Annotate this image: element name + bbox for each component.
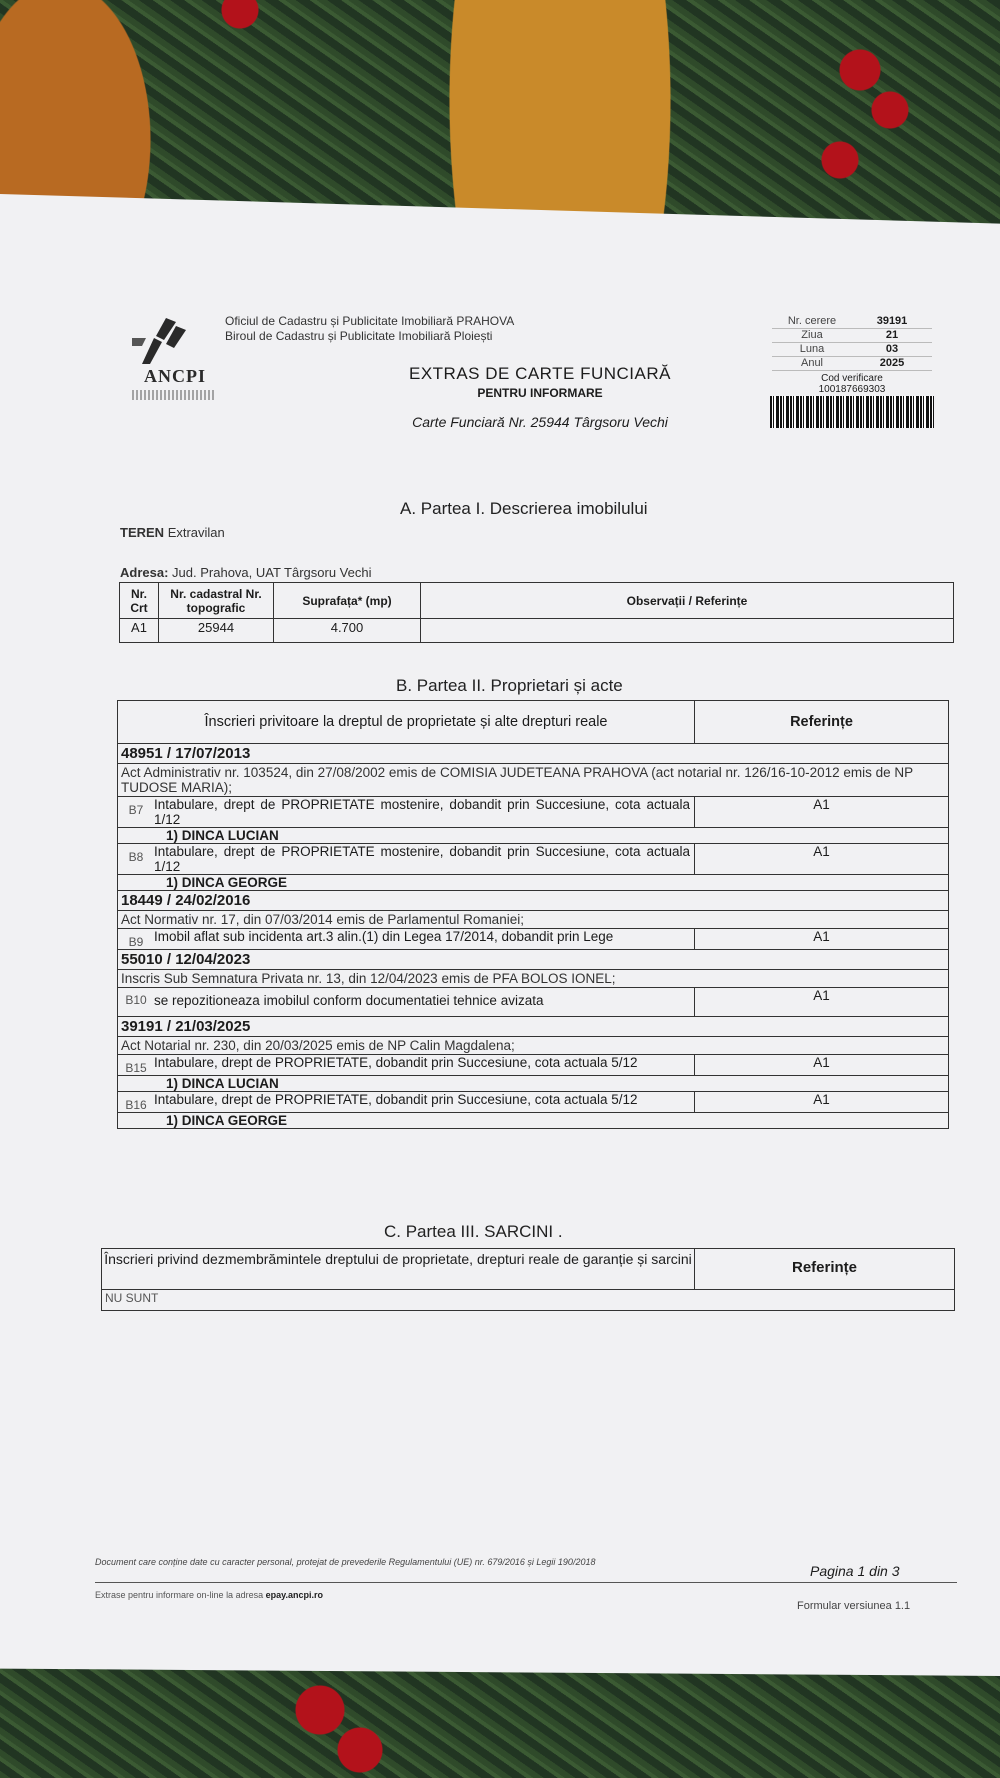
meta-row: Luna 03	[772, 343, 932, 357]
ancpi-logo	[128, 318, 218, 408]
list-item	[118, 928, 948, 949]
ancpi-mark-icon	[132, 318, 188, 366]
owner-name: 1) DINCA LUCIAN	[118, 1075, 948, 1091]
document-title-block	[390, 364, 690, 430]
epay-link[interactable]: epay.ancpi.ro	[265, 1590, 323, 1600]
cell-crt: A1	[120, 619, 159, 643]
entry-act: Act Notarial nr. 230, din 20/03/2025 emis de NP Calin Magdalena;	[118, 1036, 948, 1054]
owner-name: 1) DINCA LUCIAN	[118, 827, 948, 843]
entry-header: 39191 / 21/03/2025	[118, 1016, 948, 1036]
barcode	[770, 396, 934, 428]
item-text: Intabulare, drept de PROPRIETATE mostenire, dobandit prin Succesiune, cota actuala 1/12	[154, 797, 690, 827]
owner-name: 1) DINCA GEORGE	[118, 1112, 948, 1128]
section-b-title: B. Partea II. Proprietari și acte	[396, 676, 623, 695]
item-ref: A1	[813, 929, 830, 944]
cell-area: 4.700	[274, 619, 421, 643]
item-ref: A1	[813, 1055, 830, 1070]
item-ref: A1	[813, 844, 830, 859]
issuing-office	[225, 314, 514, 344]
privacy-note: Document care conține date cu caracter personal, protejat de prevederile Regulamentului (UE) nr. 679/2016 și Legii 190/2018	[95, 1557, 596, 1567]
footer-divider	[95, 1582, 957, 1583]
cell-cadastral: 25944	[159, 619, 274, 643]
col-referinte: Referințe	[790, 714, 853, 730]
meta-row: Anul 2025	[772, 357, 932, 371]
col-suprafata: Suprafața* (mp)	[274, 583, 421, 619]
item-text: Intabulare, drept de PROPRIETATE, dobandit prin Succesiune, cota actuala 5/12	[154, 1055, 638, 1070]
charges-table	[101, 1248, 955, 1311]
cell-obs	[421, 619, 954, 643]
item-text: Intabulare, drept de PROPRIETATE mostenire, dobandit prin Succesiune, cota actuala 1/12	[154, 844, 690, 874]
list-item	[118, 796, 948, 827]
list-item	[118, 1054, 948, 1075]
entry-act: Inscris Sub Semnatura Privata nr. 13, din 12/04/2023 emis de PFA BOLOS IONEL;	[118, 969, 948, 987]
meta-row: Nr. cerere 39191	[772, 315, 932, 329]
meta-row: Ziua 21	[772, 329, 932, 343]
col-cadastral: Nr. cadastral Nr. topografic	[159, 583, 274, 619]
section-c-title: C. Partea III. SARCINI .	[384, 1222, 563, 1241]
col-observatii: Observații / Referințe	[421, 583, 954, 619]
item-text: Intabulare, drept de PROPRIETATE, dobandit prin Succesiune, cota actuala 5/12	[154, 1092, 638, 1107]
list-item	[118, 843, 948, 874]
section-a-title: A. Partea I. Descrierea imobilului	[400, 499, 648, 518]
col-sarcini: Înscrieri privind dezmembrămintele dreptului de proprietate, drepturi reale de garanție și sarcini	[102, 1249, 695, 1289]
office-line-1: Oficiul de Cadastru și Publicitate Imobiliară PRAHOVA	[225, 314, 515, 328]
request-meta	[772, 315, 932, 395]
table-row	[102, 1289, 954, 1310]
item-number: B9	[128, 935, 144, 949]
owner-name: 1) DINCA GEORGE	[118, 874, 948, 890]
charges-header	[102, 1249, 954, 1289]
table-row	[120, 619, 954, 643]
item-number: B10	[125, 993, 147, 1007]
page-number: Pagina 1 din 3	[810, 1563, 900, 1579]
property-type: TEREN Extravilan	[120, 525, 225, 540]
list-item	[118, 987, 948, 1016]
list-item	[118, 1091, 948, 1112]
logo-text: ANCPI	[144, 366, 206, 386]
item-number: B16	[125, 1098, 147, 1112]
entry-act: Act Normativ nr. 17, din 07/03/2014 emis de Parlamentul Romaniei;	[118, 910, 948, 928]
ownership-table	[117, 700, 949, 1129]
entry-header: 18449 / 24/02/2016	[118, 890, 948, 910]
item-number: B7	[128, 803, 144, 817]
carte-funciara-number: Carte Funciară Nr. 25944 Târgsoru Vechi	[412, 414, 668, 430]
entry-header: 48951 / 17/07/2013	[118, 743, 948, 763]
form-version: Formular versiunea 1.1	[797, 1600, 911, 1612]
item-number: B8	[128, 850, 144, 864]
online-extract-note: Extrase pentru informare on-line la adresa epay.ancpi.ro	[95, 1590, 323, 1600]
col-referinte: Referințe	[791, 1259, 858, 1276]
col-nr-crt: Nr. Crt	[120, 583, 159, 619]
document-subtitle: PENTRU INFORMARE	[477, 386, 603, 400]
charges-value: NU SUNT	[105, 1291, 159, 1305]
property-table	[119, 582, 954, 643]
logo-subtext	[132, 390, 216, 400]
entry-header: 55010 / 12/04/2023	[118, 949, 948, 969]
ownership-header	[118, 701, 948, 743]
property-address: Adresa: Jud. Prahova, UAT Târgsoru Vechi	[120, 565, 372, 580]
document-title: EXTRAS DE CARTE FUNCIARĂ	[408, 364, 671, 383]
item-text: Imobil aflat sub incidenta art.3 alin.(1) din Legea 17/2014, dobandit prin Lege	[154, 929, 614, 944]
item-ref: A1	[813, 797, 830, 812]
item-ref: A1	[813, 1092, 830, 1107]
entry-act: Act Administrativ nr. 103524, din 27/08/2002 emis de COMISIA JUDETEANA PRAHOVA (act notarial nr. 126/16-10-2012 emis de NP TUDOSE MARIA);	[118, 763, 948, 796]
col-inscrieri: Înscrieri privitoare la dreptul de proprietate și alte drepturi reale	[118, 701, 695, 743]
office-line-2: Biroul de Cadastru și Publicitate Imobiliară Ploiești	[225, 329, 493, 343]
verification-code: Cod verificare 100187669303	[818, 373, 886, 395]
item-number: B15	[125, 1061, 147, 1075]
item-ref: A1	[813, 988, 830, 1003]
item-text: se repozitioneaza imobilul conform documentatiei tehnice avizata	[154, 993, 544, 1008]
